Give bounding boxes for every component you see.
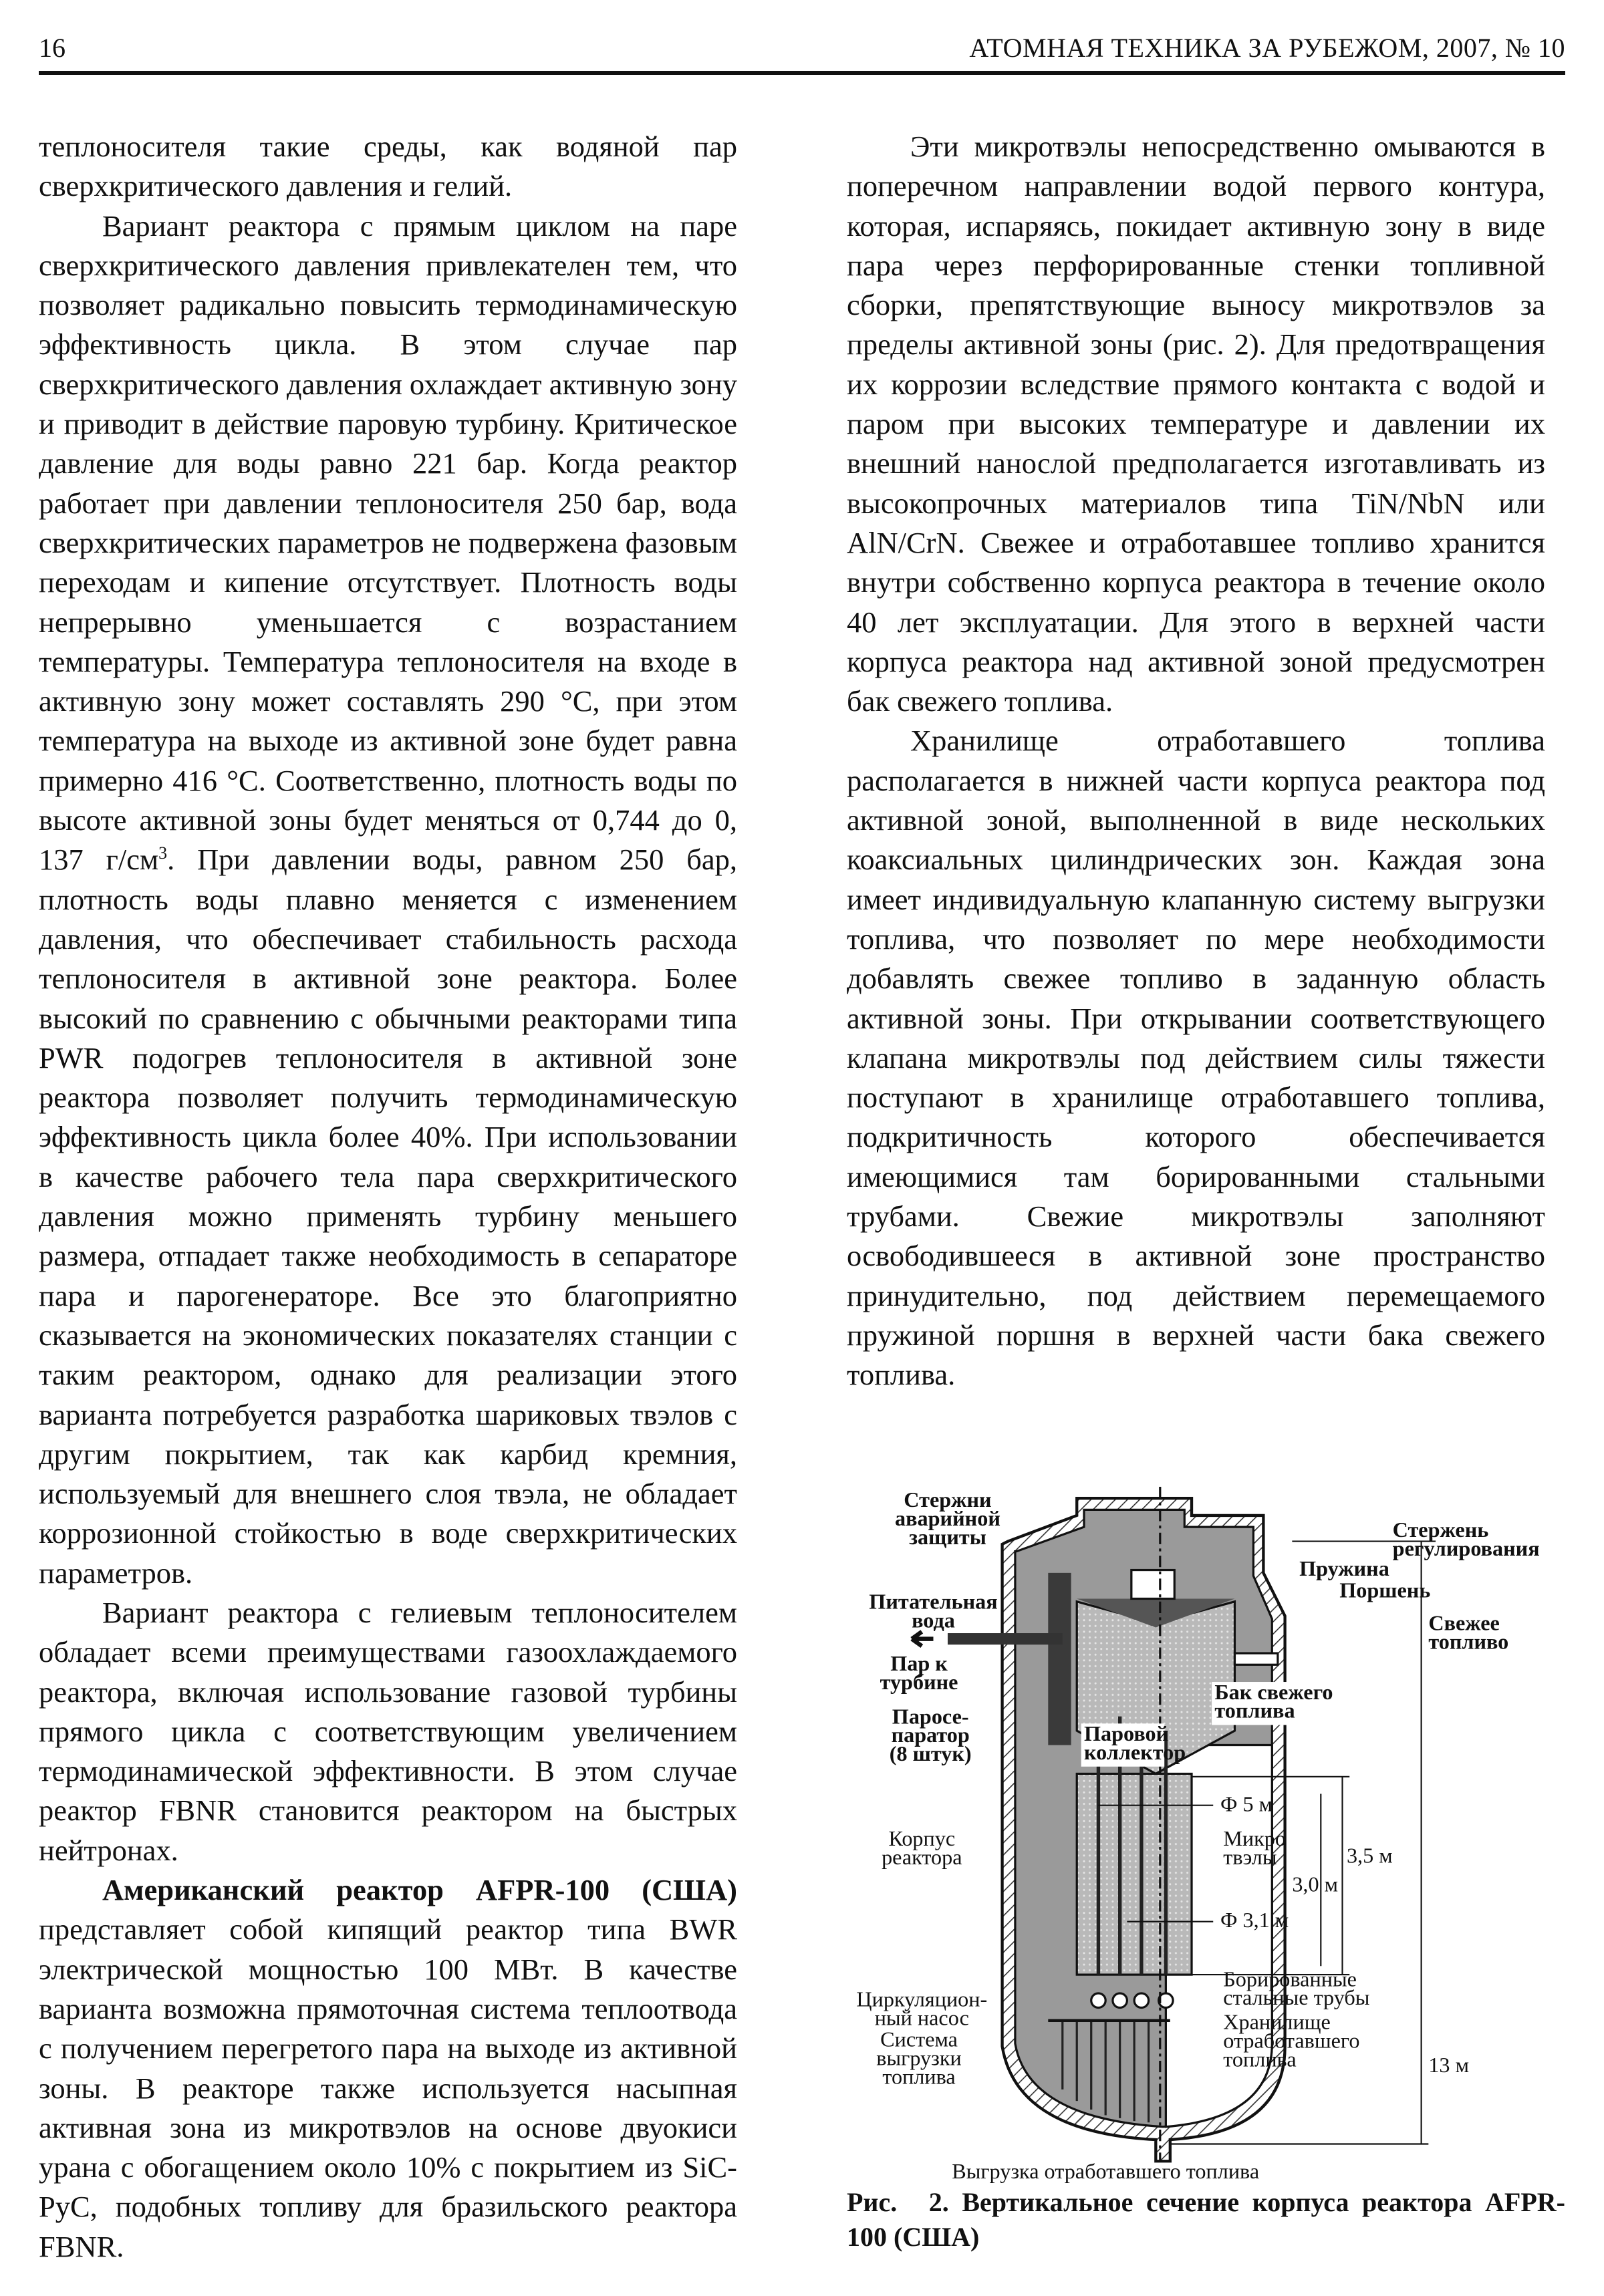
label-vessel: реактора xyxy=(882,1844,962,1869)
caption-label: Рис. 2. xyxy=(847,2187,949,2217)
page-header xyxy=(39,32,1565,72)
paragraph-text: представляет собой кипящий реактор типа BWR электрической мощностью 100 МВт. В качестве варианта возможна прямоточная система теплоотвода с получением перегретого пара на выходе из активной зоны. В реакторе также используется насыпная активная зона из микротвэлов на основе двуокиси урана с обогащением около 10% с покрытием из SiC-PyC, подобных топливу для бразильского реактора FBNR. xyxy=(39,1912,737,2263)
svg-text:защиты xyxy=(909,1525,986,1549)
label-fresh-fuel-tank: Бак свежего xyxy=(1214,1679,1333,1704)
label-vessel: Корпус xyxy=(888,1826,956,1850)
label-borated-tubes: Борированные xyxy=(1223,1967,1357,1991)
label-unload-system: топлива xyxy=(882,2064,956,2089)
label-fresh-fuel-tank: топлива xyxy=(1214,1698,1295,1723)
svg-text:твэлы xyxy=(1223,1845,1277,1869)
label-unload-system: выгрузки xyxy=(876,2045,962,2070)
label-spent-storage: Хранилище xyxy=(1223,2009,1331,2034)
label-control-rod: Стержень xyxy=(1392,1518,1489,1542)
label-feedwater: вода xyxy=(912,1608,955,1632)
svg-text:регулирования xyxy=(1393,1536,1540,1560)
paragraph: Эти микротвэлы непосредственно омываются в поперечном направлении водой первого контура, которая, испаряясь, покидает активную зону в виде пара через перфорированные стенки топливной сборки, препятствующие выносу микротвэлов за пределы активной зоны (рис. 2). Для предотвращения их коррозии вследствие прямого контакта с водой и паром при высоких температуре и давлении их внешний нанослой предполагается изготавливать из высокопрочных материалов типа TiN/NbN или AlN/CrN. Свежее и отработавшее топливо хранится внутри собственно корпуса реактора в течение около 40 лет эксплуатации. Для этого в верхней части корпуса реактора над активной зоной предусмотрен бак свежего топлива. xyxy=(847,130,1545,718)
journal-title: АТОМНАЯ ТЕХНИКА ЗА РУБЕЖОМ, 2007, № 10 xyxy=(969,33,1565,63)
paragraph: Вариант реактора с гелиевым теплоносителем обладает всеми преимуществами газоохлаждаемого реактора, включая использование газовой турбины прямого цикла с соответствующим увеличением термодинамической эффективности. В этом случае реактор FBNR становится реактором на быстрых нейтронах. xyxy=(39,1595,737,1867)
label-spent-unload: Выгрузка отработавшего топлива xyxy=(952,2159,1260,2184)
label-height-3-5: 3,5 м xyxy=(1346,1843,1393,1868)
paragraph: Хранилище отработавшего топлива располагается в нижней части корпуса реактора под активной зоной, выполненной в виде нескольких коаксиальных цилиндрических зон. Каждая зона имеет индивидуальную клапанную систему выгрузки топлива, что позволяет по мере необходимости добавлять свежее топливо в заданную область активной зоны. При открывании соответствующего клапана микротвэлы под действием силы тяжести поступают в хранилище отработавшего топлива, подкритичность которого обеспечивается имеющимися там борированными стальными трубами. Свежие микротвэлы заполняют освободившееся в активной зоне пространство принудительно, под действием перемещаемого пружиной поршня в верхней части бака свежего топлива. xyxy=(847,724,1545,1392)
label-circ-pump: Циркуляцион- xyxy=(856,1987,988,2011)
label-spent-storage: топлива xyxy=(1223,2047,1297,2071)
label-diameter-5: Ф 5 м xyxy=(1220,1791,1273,1816)
svg-text:коллектор xyxy=(1084,1740,1186,1764)
label-control-rod: регулирования xyxy=(1392,1536,1540,1561)
svg-text:вода xyxy=(912,1608,955,1632)
svg-text:стальные трубы xyxy=(1223,1985,1369,2009)
svg-text:топливо xyxy=(1428,1630,1508,1654)
reactor-figure xyxy=(847,1487,1565,2184)
active-core xyxy=(1077,1773,1192,1975)
paragraph: теплоносителя такие среды, как водяной пар сверхкритического давления и гелий. xyxy=(39,130,737,203)
steam-outlet-pipe xyxy=(948,1633,1063,1644)
right-column xyxy=(847,127,1545,1395)
paragraph xyxy=(39,206,737,1593)
spring xyxy=(1131,1570,1174,1599)
left-column xyxy=(39,127,737,2267)
label-steam-collector: коллектор xyxy=(1083,1740,1186,1764)
label-microfuel: твэлы xyxy=(1223,1844,1277,1869)
label-steam-collector: Паровой xyxy=(1083,1721,1169,1746)
superscript: 3 xyxy=(158,843,168,863)
svg-text:топлива xyxy=(882,2064,955,2088)
label-microfuel: Микро xyxy=(1223,1826,1286,1850)
svg-text:топлива xyxy=(1214,1699,1295,1723)
svg-text:реактора xyxy=(882,1845,962,1869)
svg-text:ный насос xyxy=(875,2005,969,2029)
fresh-fuel-inlet xyxy=(1234,1653,1277,1665)
label-scram-rods: защиты xyxy=(909,1524,986,1549)
label-scram-rods: Стержни xyxy=(904,1487,992,1512)
figure-caption xyxy=(847,2185,1565,2255)
label-circ-pump: ный насос xyxy=(874,2005,969,2030)
label-steam-separator: Паросе- xyxy=(892,1704,969,1729)
svg-text:турбине xyxy=(880,1670,958,1694)
label-spring: Пружина xyxy=(1299,1556,1389,1581)
steam-separator xyxy=(1048,1573,1071,1745)
label-borated-tubes: стальные трубы xyxy=(1223,1985,1370,2010)
svg-text:(8 штук) xyxy=(890,1741,972,1765)
section-heading: Американский реактор AFPR-100 (США) xyxy=(102,1873,737,1907)
paragraph-text: Вариант реактора с прямым циклом на паре сверхкритического давления привлекателен тем, что позволяет радикально повысить термодинамическую эффективность цикла. В этом случае пар сверхкритического давления охлаждает активную зону и приводит в действие паровую турбину. Критическое давление для воды равно 221 бар. Когда реактор работает при давлении теплоносителя 250 бар, вода сверхкритических параметров не подвержена фазовым переходам и кипение отсутствует. Плотность воды непрерывно уменьшается с возрастанием температуры. Температура теплоносителя на входе в активную зону может составлять 290 °С, при этом температура на выходе из активной зоне будет равна примерно 416 °С. Соответственно, плотность воды по высоте активной зоны будет меняться от 0,744 до 0, 137 г/см xyxy=(39,208,737,877)
label-fresh-fuel: Свежее xyxy=(1428,1610,1500,1635)
label-piston: Поршень xyxy=(1339,1578,1431,1602)
svg-text:топлива xyxy=(1223,2047,1296,2071)
caption-text: Вертикальное сечение корпуса реактора AFPR-100 (США) xyxy=(847,2187,1565,2252)
page-number: 16 xyxy=(39,33,65,63)
label-spent-storage: отработавшего xyxy=(1223,2028,1360,2053)
label-feedwater: Питательная xyxy=(869,1589,998,1614)
label-fresh-fuel: топливо xyxy=(1428,1629,1509,1654)
reactor-diagram xyxy=(847,1487,1565,2184)
steam-arrow xyxy=(912,1632,933,1646)
label-diameter-3-1: Ф 3,1 м xyxy=(1220,1908,1289,1932)
label-height-3-0: 3,0 м xyxy=(1292,1872,1339,1896)
label-steam-to-turbine: турбине xyxy=(880,1669,958,1694)
label-unload-system: Система xyxy=(880,2027,958,2051)
label-steam-separator: (8 штук) xyxy=(889,1741,972,1766)
header-rule xyxy=(39,71,1565,75)
label-steam-separator: паратор xyxy=(891,1723,970,1747)
label-scram-rods: аварийной xyxy=(895,1505,1000,1530)
paragraph-text: . При давлении воды, равном 250 бар, плотность воды плавно меняется с изменением давления, что обеспечивает стабильность расхода теплоносителя в активной зоне реактора. Более высокий по сравнению с обычными реакторами типа PWR подогрев теплоносителя в активной зоне реактора позволяет получить термодинамическую эффективность цикла более 40%. При использовании в качестве рабочего тела пара сверхкритического давления можно применять турбину меньшего размера, отпадает также необходимость в сепараторе пара и парогенераторе. Все это благоприятно сказывается на экономических показателях станции с таким реактором, однако для реализации этого варианта потребуется разработка шариковых твэлов с другим покрытием, так как карбид кремния, используемый для внешнего слоя твэла, не обладает коррозионной стойкостью в воде сверхкритических параметров. xyxy=(39,843,737,1590)
paragraph xyxy=(39,1870,737,2267)
label-steam-to-turbine: Пар к xyxy=(890,1651,948,1675)
label-height-13: 13 м xyxy=(1428,2053,1469,2077)
